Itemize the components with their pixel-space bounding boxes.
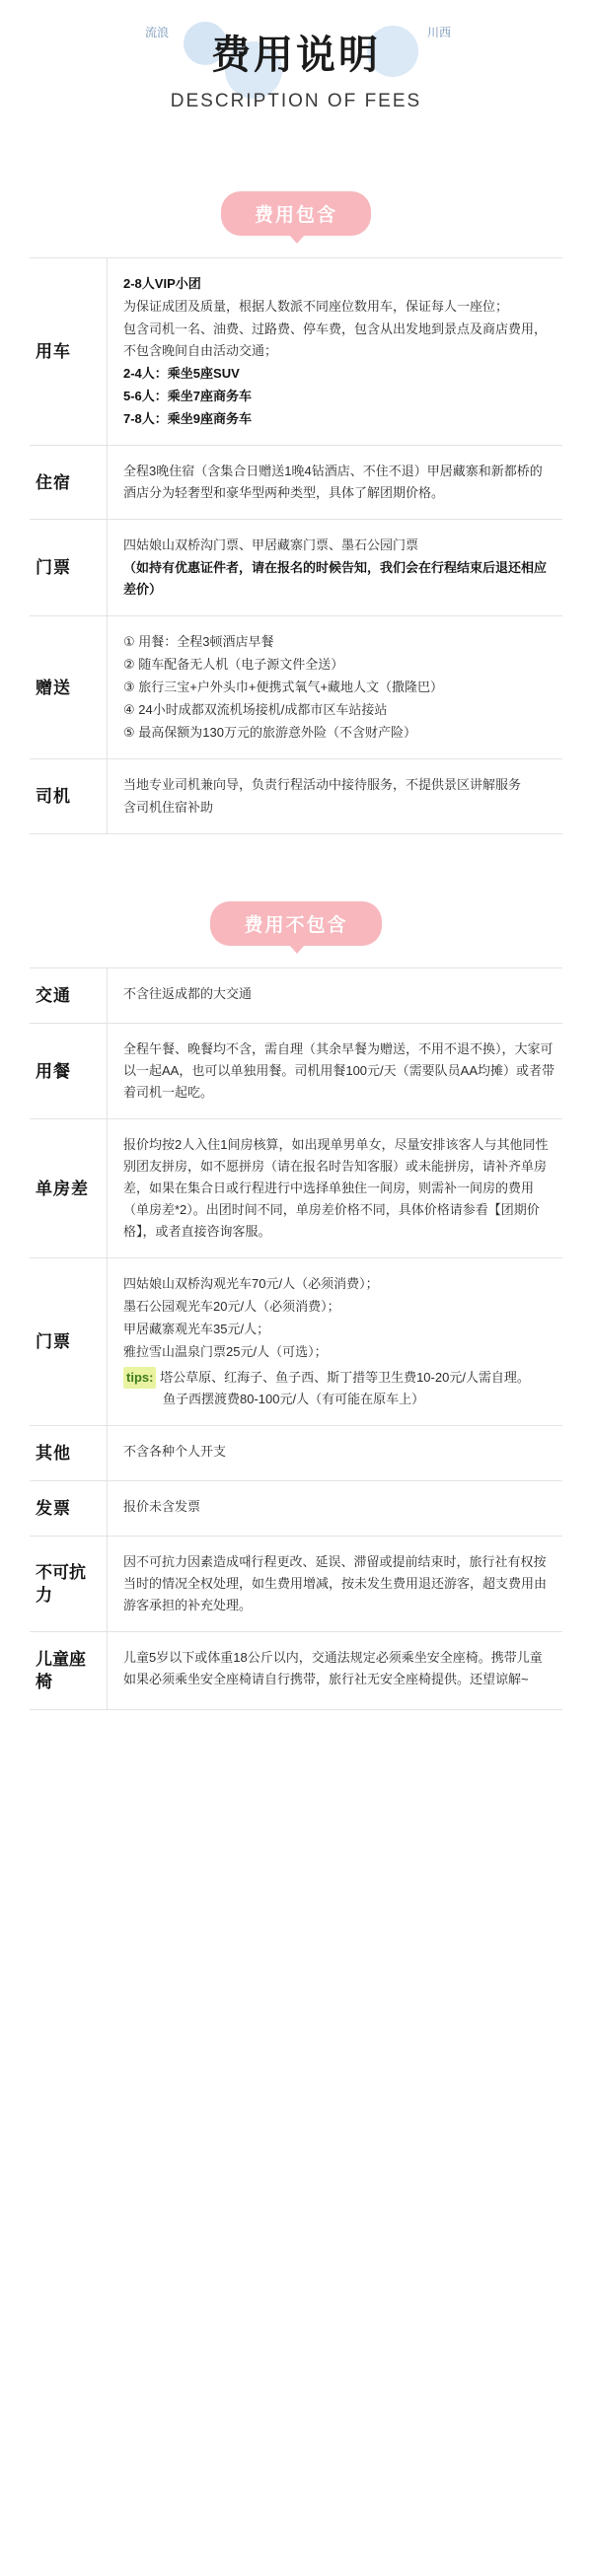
table-row [30, 1631, 562, 1710]
table-row [30, 1023, 562, 1118]
row-body [107, 1119, 562, 1257]
row-body [107, 520, 562, 615]
fee-sections [0, 191, 592, 1710]
tips-line: 塔公草原、红海子、鱼子西、斯丁措等卫生费10-20元/人需自理。 [156, 1370, 530, 1385]
row-text-line: 不含各种个人开支 [123, 1444, 227, 1459]
table-row [30, 519, 562, 615]
row-label: 发票 [36, 1499, 71, 1518]
page-title: 费用说明 [211, 34, 381, 77]
row-body [107, 258, 562, 445]
row-label: 住宿 [36, 472, 71, 492]
header-tag-left: 流浪 [144, 26, 169, 39]
table-row [30, 1425, 562, 1480]
table-row [30, 1257, 562, 1425]
row-text-line: 报价均按2人入住1间房核算，如出现单男单女，尽量安排该客人与其他同性别团友拼房，如不愿拼房（请在报名时告知客服）或未能拼房，请补齐单房差，如果在集合日或行程进行中选择单独住一间房，则需补一间房的费用（单房差*2）。出团时间不同，单房差价格不同，具体价格请参看【团期价格】，或者直接咨询客服。 [123, 1137, 549, 1239]
row-text-line: 甲居藏寨观光车35元/人； [123, 1322, 270, 1336]
row-text-line: 因不可抗力因素造成때行程更改、延误、滞留或提前结束时，旅行社有权按当时的情况全权处理，如生费用增减，按未发生费用退还游客，超支费用由游客承担的补充处理。 [123, 1554, 548, 1612]
table-row [30, 967, 562, 1023]
page-subtitle: DESCRIPTION OF FEES [170, 91, 422, 111]
table-row [30, 1536, 562, 1631]
table-row [30, 257, 562, 445]
row-label: 其他 [36, 1444, 71, 1463]
section-pill: 费用不包含 [210, 901, 381, 946]
row-label: 门票 [36, 558, 71, 577]
row-text-line: 报价未含发票 [123, 1499, 201, 1514]
row-label: 司机 [36, 787, 71, 806]
row-label: 用车 [36, 342, 71, 361]
row-text-line: 2-4人：乘坐5座SUV [123, 366, 240, 381]
section-pill: 费用包含 [221, 191, 371, 236]
row-body [107, 759, 562, 833]
row-body [107, 1481, 562, 1536]
fee-table [30, 257, 562, 834]
row-body [107, 968, 562, 1023]
row-text-line: ③ 旅行三宝+户外头巾+便携式氧气+藏地人文（撒隆巴） [123, 680, 444, 694]
row-body [107, 1258, 562, 1425]
row-body [107, 616, 562, 758]
row-text-line: 当地专业司机兼向导，负责行程活动中接待服务，不提供景区讲解服务 [123, 777, 522, 792]
row-text-line: 四姑娘山双桥沟观光车70元/人（必须消费）； [123, 1276, 379, 1291]
row-text-line: 7-8人：乘坐9座商务车 [123, 411, 253, 426]
row-text-line: 含司机住宿补助 [123, 800, 214, 815]
row-label: 交通 [36, 986, 71, 1005]
row-label: 门票 [36, 1332, 71, 1351]
page-header [0, 18, 592, 176]
row-text-line: ④ 24小时成都双流机场接机/成都市区车站接站 [123, 702, 388, 717]
row-text-line: ⑤ 最高保额为130万元的旅游意外险（不含财产险） [123, 725, 416, 740]
row-text-line: 墨石公园观光车20元/人（必须消费）； [123, 1299, 340, 1314]
row-body [107, 1024, 562, 1118]
row-label: 赠送 [36, 678, 71, 697]
table-row [30, 445, 562, 519]
row-body [107, 1632, 562, 1709]
row-text-line: 全程3晚住宿（含集合日赠送1晚4钻酒店、不住不退）甲居藏寨和新都桥的酒店分为轻奢型和豪华型两种类型，具体了解团期价格。 [123, 464, 543, 500]
row-text-line: 四姑娘山双桥沟门票、甲居藏寨门票、墨石公园门票 [123, 537, 419, 552]
fee-table [30, 967, 562, 1710]
header-tag-right: 川西 [426, 26, 451, 39]
section-pill-wrap [0, 191, 592, 236]
table-row [30, 615, 562, 758]
section-pill-wrap [0, 901, 592, 946]
row-text-line: 包含司机一名、油费、过路费、停车费，包含从出发地到景点及商店费用，不包含晚间自由活动交通； [123, 322, 548, 358]
row-text-line: ② 随车配备无人机（电子源文件全送） [123, 657, 344, 672]
row-label: 不可抗力 [36, 1563, 86, 1605]
row-body [107, 1426, 562, 1480]
table-row [30, 1480, 562, 1536]
table-row [30, 758, 562, 834]
row-label: 用餐 [36, 1061, 71, 1081]
row-text-line: 2-8人VIP小团 [123, 276, 201, 291]
row-label: 儿童座椅 [36, 1650, 86, 1691]
row-text-line: 雅拉雪山温泉门票25元/人（可选）； [123, 1344, 328, 1359]
tips-label: tips: [123, 1367, 156, 1389]
row-text-line: 为保证成团及质量，根据人数派不同座位数用车，保证每人一座位； [123, 299, 509, 314]
bottom-spacer [0, 1710, 592, 1740]
row-text-line: 全程午餐、晚餐均不含，需自理（其余早餐为赠送，不用不退不换），大家可以一起AA，也可以单独用餐。司机用餐100元/天（需要队员AA均摊）或者带着司机一起吃。 [123, 1041, 555, 1100]
row-text-line: ① 用餐：全程3顿酒店早餐 [123, 634, 274, 649]
tips-block [123, 1367, 555, 1410]
tips-line: 鱼子西摆渡费80-100元/人（有可能在原车上） [163, 1392, 425, 1406]
row-text-line: 5-6人：乘坐7座商务车 [123, 389, 253, 403]
section-spacer [0, 834, 592, 886]
row-text-line: （如持有优惠证件者，请在报名的时候告知，我们会在行程结束后退还相应差价） [123, 560, 548, 597]
row-text-line: 不含往返成都的大交通 [123, 986, 253, 1001]
table-row [30, 1118, 562, 1257]
row-body [107, 1537, 562, 1631]
row-label: 单房差 [36, 1179, 89, 1198]
row-text-line: 儿童5岁以下或体重18公斤以内，交通法规定必须乘坐安全座椅。携带儿童如果必须乘坐安全座椅请自行携带，旅行社无安全座椅提供。还望谅解~ [123, 1650, 543, 1686]
row-body [107, 446, 562, 519]
